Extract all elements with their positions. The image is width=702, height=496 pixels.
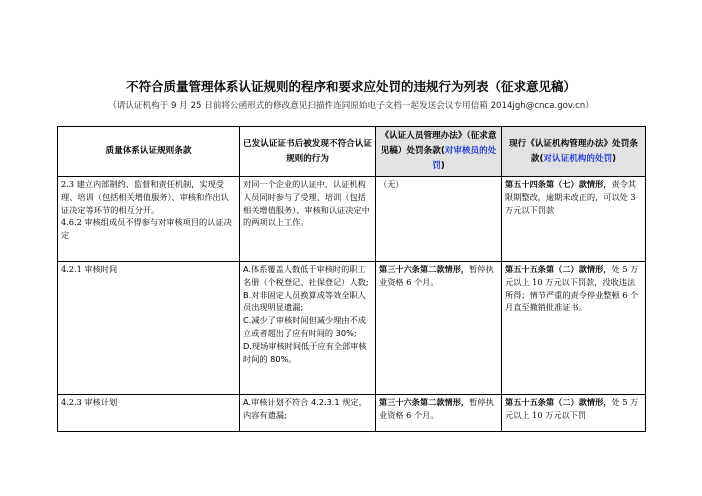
cell-clause: 4.2.3 审核计划 [58, 395, 240, 432]
cell-agency-penalty: 第五十四条第（七）款情形，责令其限期整改，逾期未改正的，可以处 3 万元以下罚款 [502, 177, 646, 262]
violations-table [57, 126, 646, 432]
header-personnel-highlight: 对审核员的处罚 [432, 146, 497, 171]
cell-personnel-penalty: （无） [376, 177, 502, 262]
header-clause: 质量体系认证规则条款 [58, 127, 240, 177]
cell-clause: 4.2.1 审核时间 [58, 262, 240, 395]
cell-personnel-penalty: 第三十六条第二款情形，暂停执业资格 6 个月。 [376, 395, 502, 432]
cell-clause: 2.3 建立内部制约、监督和责任机制，实现受理、培训（包括相关增值服务）、审核和作出认证决定等环节的相互分开。 4.6.2 审核组成员不得参与对审核项目的认证决定 [58, 177, 240, 262]
table-header-row [58, 127, 646, 177]
cell-behavior: A.体系覆盖人数低于审核时的职工名册（个税登记、社保登记）人数; B.对非固定人员换算成等效全职人员出现明显遗漏; C.减少了审核时间但减少理由不成立或者超出了应有时间的 30%; D.现场审核时间低于应有全部审核时间的 80%。 [240, 262, 376, 395]
cell-agency-penalty: 第五十五条第（二）款情形，处 5 万元以上 10 万元以下罚款，没收违法所得；情节严重的责令停业整顿 6 个月直至撤销批准证书。 [502, 262, 646, 395]
cell-agency-penalty: 第五十五条第（二）款情形，处 5 万元以上 10 万元以下罚 [502, 395, 646, 432]
header-agency-highlight: 对认证机构的处罚 [543, 153, 613, 164]
header-personnel-penalty: 《认证人员管理办法》（征求意见稿）处罚条款(对审核员的处罚) [376, 127, 502, 177]
document-title: 不符合质量管理体系认证规则的程序和要求应处罚的违规行为列表（征求意见稿） [125, 79, 576, 94]
table-row [58, 177, 646, 262]
table-row [58, 395, 646, 432]
header-behavior: 已发认证证书后被发现不符合认证规则的行为 [240, 127, 376, 177]
header-agency-penalty: 现行《认证机构管理办法》处罚条款(对认证机构的处罚) [502, 127, 646, 177]
cell-behavior: A.审核计划不符合 4.2.3.1 规定，内容有遗漏; [240, 395, 376, 432]
document-subtitle: （请认证机构于 9 月 25 日前将公函形式的修改意见扫描件连同原始电子文档一起发送会议专用信箱 2014jgh@cnca.gov.cn） [108, 101, 594, 111]
cell-personnel-penalty: 第三十六条第二款情形，暂停执业资格 6 个月。 [376, 262, 502, 395]
table-row [58, 262, 646, 395]
cell-behavior: 对同一个企业的认证中，认证机构人员同时参与了受理、培训（包括相关增值服务）、审核和认证决定中的两项以上工作。 [240, 177, 376, 262]
